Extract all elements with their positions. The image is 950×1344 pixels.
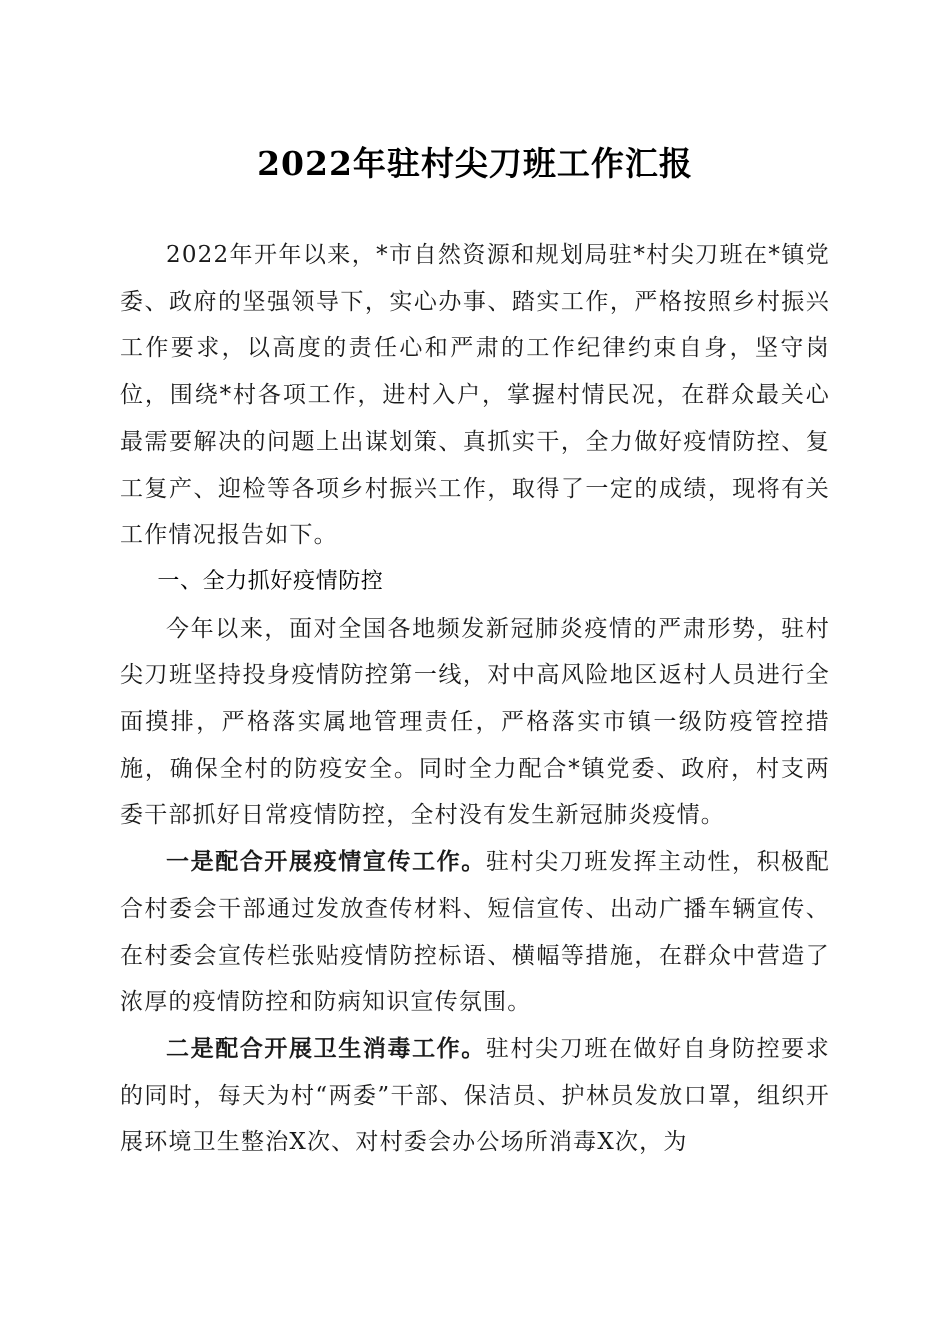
item-1-lead: 一是配合开展疫情宣传工作。 — [166, 848, 486, 876]
item-2-paragraph — [120, 1026, 830, 1166]
document-title: 2022年驻村尖刀班工作汇报 — [257, 144, 693, 183]
document-body — [120, 232, 830, 1166]
item-1-body: 驻村尖刀班发挥主动性，积极配合村委会干部通过发放查传材料、短信宣传、出动广播车辆宣传、在村委会宣传栏张贴疫情防控标语、横幅等措施，在群众中营造了浓厚的疫情防控和防病知识宣传氛围。 — [120, 849, 830, 1016]
intro-paragraph: 2022年开年以来，*市自然资源和规划局驻*村尖刀班在*镇党委、政府的坚强领导下，实心办事、踏实工作，严格按照乡村振兴工作要求，以高度的责任心和严肃的工作纪律约束自身，坚守岗位，围绕*村各项工作，进村入户，掌握村情民况，在群众最关心最需要解决的问题上出谋划策、真抓实干，全力做好疫情防控、复工复产、迎检等各项乡村振兴工作，取得了一定的成绩，现将有关工作情况报告如下。 — [120, 242, 830, 549]
item-2-lead: 二是配合开展卫生消毒工作。 — [166, 1034, 486, 1062]
section-1-paragraph: 今年以来，面对全国各地频发新冠肺炎疫情的严肃形势，驻村尖刀班坚持投身疫情防控第一线，对中高风险地区返村人员进行全面摸排，严格落实属地管理责任，严格落实市镇一级防疫管控措施，确保全村的防疫安全。同时全力配合*镇党委、政府，村支两委干部抓好日常疫情防控，全村没有发生新冠肺炎疫情。 — [120, 615, 830, 829]
item-1-paragraph — [120, 839, 830, 1026]
section-heading-1: 一、全力抓好疫情防控 — [157, 568, 384, 594]
item-2-body: 驻村尖刀班在做好自身防控要求的同时，每天为村“两委”干部、保洁员、护林员发放口罩，组织开展环境卫生整治X次、对村委会办公场所消毒X次，为 — [120, 1035, 830, 1156]
